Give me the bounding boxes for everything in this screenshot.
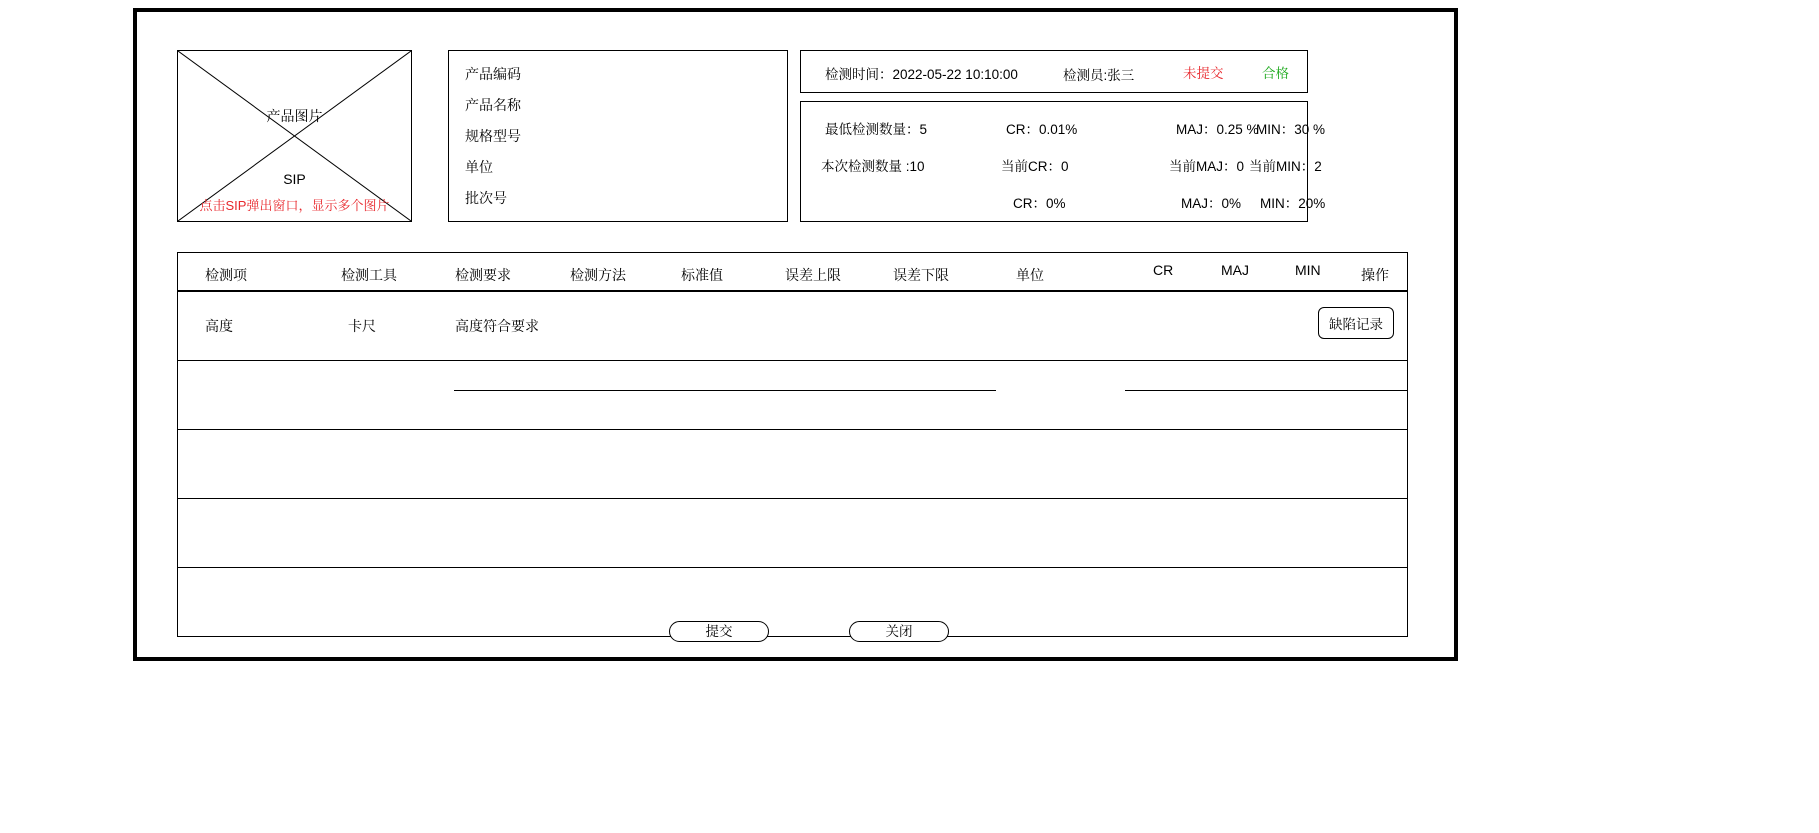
table-row[interactable]	[178, 430, 1407, 499]
col-header-standard: 标准值	[681, 267, 723, 283]
stat-cr-limit: CR：0.01%	[1006, 122, 1078, 137]
col-header-unit: 单位	[1016, 267, 1044, 283]
cell-item: 高度	[205, 318, 233, 334]
field-product-name: 产品名称	[465, 97, 521, 113]
close-button[interactable]: 关闭	[849, 621, 949, 642]
inner-divider-left	[454, 390, 996, 391]
min-qty	[825, 118, 927, 138]
col-header-item: 检测项	[205, 267, 247, 283]
stat-maj-current: 当前MAJ：0	[1169, 159, 1245, 174]
status-badge-pass: 合格	[1262, 66, 1289, 81]
cell-requirement: 高度符合要求	[455, 318, 539, 334]
inspection-time	[825, 63, 1018, 83]
dialog-footer	[137, 621, 1454, 651]
field-batch-no: 批次号	[465, 190, 507, 206]
inspection-stats-panel	[800, 101, 1326, 222]
col-header-upper: 误差上限	[785, 267, 841, 283]
product-image-placeholder[interactable]	[177, 50, 412, 222]
this-qty	[821, 155, 925, 175]
sip-hint-text: 点击SIP弹出窗口，显示多个图片	[199, 198, 390, 213]
inner-divider-right	[1125, 390, 1407, 391]
stat-cr-rate: CR：0%	[1013, 196, 1066, 211]
header-divider-right	[1125, 290, 1407, 291]
stat-min-current: 当前MIN：2	[1249, 159, 1322, 174]
this-qty-value: 10	[909, 159, 925, 174]
sip-link[interactable]: SIP	[283, 171, 306, 187]
col-header-tool: 检测工具	[341, 267, 397, 283]
min-qty-value: 5	[919, 122, 928, 137]
min-qty-label: 最低检测数量：	[825, 122, 920, 137]
inspection-time-label: 检测时间：	[825, 67, 893, 82]
stat-min-rate: MIN：20%	[1260, 196, 1326, 211]
inspector-name: 检测员:张三	[1063, 68, 1135, 83]
top-section	[137, 12, 1454, 227]
field-unit: 单位	[465, 159, 493, 175]
col-header-action: 操作	[1361, 267, 1389, 283]
table-row[interactable]	[178, 499, 1407, 568]
table-row[interactable]	[178, 292, 1407, 361]
table-row[interactable]	[178, 361, 1407, 430]
product-fields-panel	[448, 50, 788, 222]
stat-maj-limit: MAJ：0.25 %	[1176, 122, 1259, 137]
stat-min-limit: MIN：30 %	[1256, 122, 1326, 137]
field-product-code: 产品编码	[465, 66, 521, 82]
col-header-lower: 误差下限	[893, 267, 949, 283]
stat-cr-current: 当前CR：0	[1001, 159, 1069, 174]
field-spec-model: 规格型号	[465, 128, 521, 144]
stat-maj-rate: MAJ：0%	[1181, 196, 1242, 211]
col-header-method: 检测方法	[570, 267, 626, 283]
inspection-time-value: 2022-05-22 10:10:00	[892, 67, 1018, 82]
col-header-maj: MAJ	[1221, 262, 1249, 278]
col-header-min: MIN	[1295, 262, 1321, 278]
inspection-items-table	[177, 252, 1408, 637]
this-qty-label: 本次检测数量 :	[821, 159, 910, 174]
table-header-row	[178, 253, 1407, 292]
status-badge-unsubmitted: 未提交	[1183, 66, 1224, 81]
defect-record-button[interactable]: 缺陷记录	[1318, 307, 1394, 339]
inspection-header-panel	[800, 50, 1308, 93]
col-header-requirement: 检测要求	[455, 267, 511, 283]
product-image-caption: 产品图片	[266, 108, 323, 124]
cell-tool: 卡尺	[348, 318, 376, 334]
submit-button[interactable]: 提交	[669, 621, 769, 642]
header-divider-left	[178, 290, 1125, 291]
inspection-dialog	[133, 8, 1458, 661]
col-header-cr: CR	[1153, 262, 1174, 278]
